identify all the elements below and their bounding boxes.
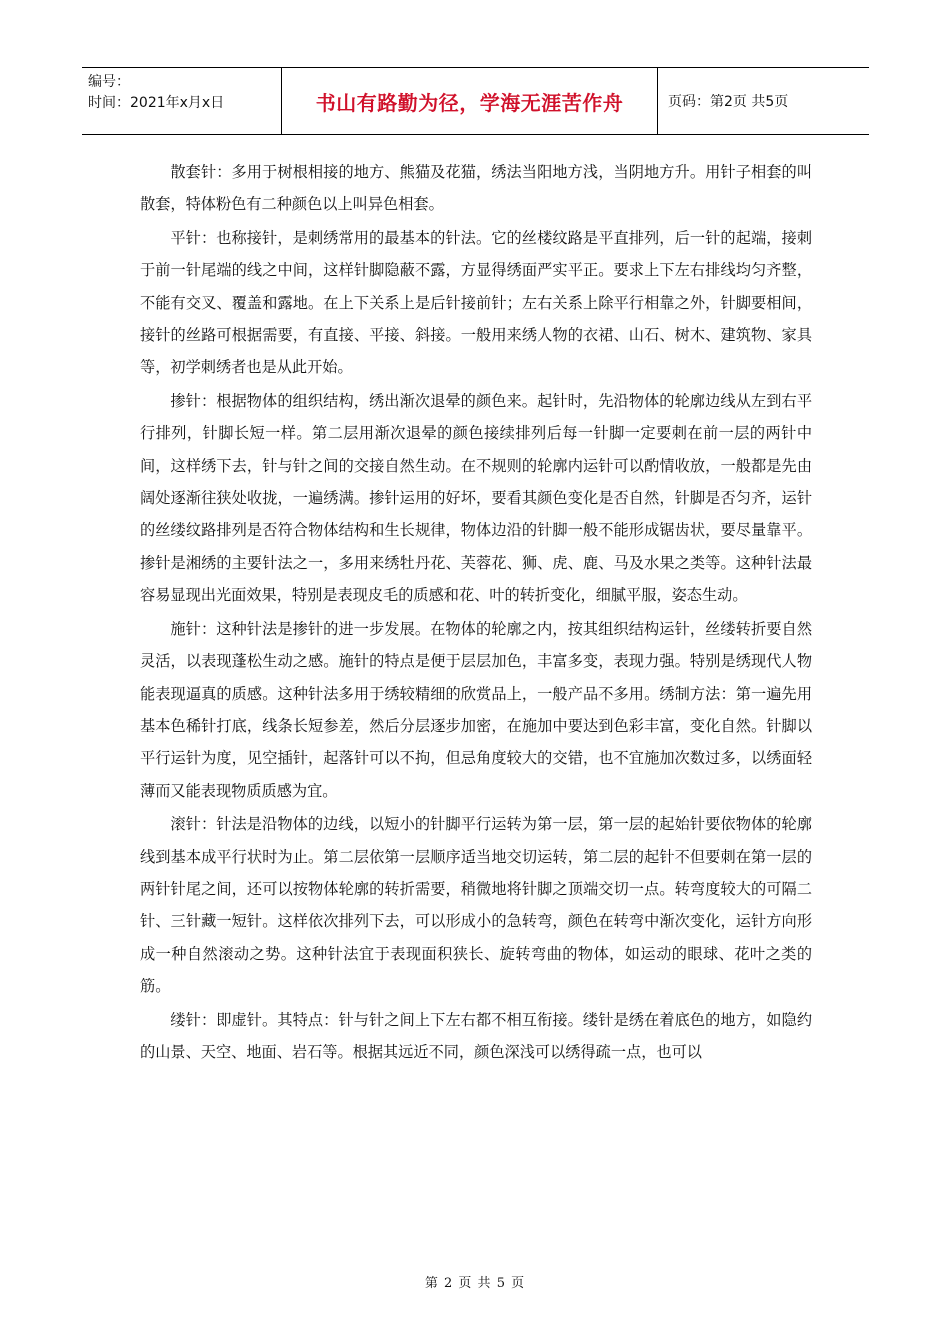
number-label: 编号： [88,74,130,90]
page-header [82,67,869,135]
document-body [140,156,812,1069]
paragraph-gunzhen: 滚针：针法是沿物体的边线，以短小的针脚平行运转为第一层，第一层的起始针要依物体的轮廓线到基本成平行状时为止。第二层依第一层顺序适当地交切运转，第二层的起针不但要刺在第一层的两针针尾之间，还可以按物体轮廓的转折需要，稍微地将针脚之顶端交切一点。转弯度较大的可隔二针、三针藏一短针。这样依次排列下去，可以形成小的急转弯，颜色在转弯中渐次变化，运针方向形成一种自然滚动之势。这种针法宜于表现面积狭长、旋转弯曲的物体，如运动的眼球、花叶之类的筋。 [140,815,812,996]
header-page-label: 页码：第2页 共5页 [668,94,789,110]
date-label: 时间：2021年x月x日 [88,95,225,111]
paragraph-chanzhen: 掺针：根据物体的组织结构，绣出渐次退晕的颜色来。起针时，先沿物体的轮廓边线从左到右平行排列，针脚长短一样。第二层用渐次退晕的颜色接续排列后每一针脚一定要刺在前一层的两针中间，这样绣下去，针与针之间的交接自然生动。在不规则的轮廓内运针可以酌情收放，一般都是先由阔处逐渐往狭处收拢，一遍绣满。掺针运用的好坏，要看其颜色变化是否自然，针脚是否匀齐，运针的丝缕纹路排列是否符合物体结构和生长规律，物体边沿的针脚一般不能形成锯齿状，要尽量靠平。掺针是湘绣的主要针法之一，多用来绣牡丹花、芙蓉花、狮、虎、鹿、马及水果之类等。这种针法最容易显现出光面效果，特别是表现皮毛的质感和花、叶的转折变化，细腻平服，姿态生动。 [140,391,812,605]
page-footer: 第 2 页 共 5 页 [424,1276,526,1291]
paragraph-shizhen: 施针：这种针法是掺针的进一步发展。在物体的轮廓之内，按其组织结构运针，丝缕转折要自然灵活，以表现蓬松生动之感。施针的特点是便于层层加色，丰富多变，表现力强。特别是绣现代人物能表现逼真的质感。这种针法多用于绣较精细的欣赏品上，一般产品不多用。绣制方法：第一遍先用基本色稀针打底，线条长短参差，然后分层逐步加密，在施加中要达到色彩丰富，变化自然。针脚以平行运针为度，见空插针，起落针可以不拘，但忌角度较大的交错，也不宜施加次数过多，以绣面轻薄而又能表现物质质感为宜。 [140,619,812,800]
paragraph-lvzhen: 缕针：即虚针。其特点：针与针之间上下左右都不相互衔接。缕针是绣在着底色的地方，如隐约的山景、天空、地面、岩石等。根据其远近不同，颜色深浅可以绣得疏一点，也可以 [140,1010,812,1061]
paragraph-pingzhen: 平针：也称接针，是刺绣常用的最基本的针法。它的丝楼纹路是平直排列，后一针的起端，接刺于前一针尾端的线之中间，这样针脚隐蔽不露，方显得绣面严实平正。要求上下左右排线均匀齐整，不能有交叉、覆盖和露地。在上下关系上是后针接前针；左右关系上除平行相靠之外，针脚要相间，接针的丝路可根据需要，有直接、平接、斜接。一般用来绣人物的衣裙、山石、树木、建筑物、家具等，初学刺绣者也是从此开始。 [140,228,812,377]
header-meta [82,68,282,134]
paragraph-santao: 散套针：多用于树根相接的地方、熊猫及花猫，绣法当阳地方浅，当阴地方升。用针子相套的叫散套，特体粉色有二种颜色以上叫异色相套。 [140,163,812,214]
header-motto: 书山有路勤为径，学海无涯苦作舟 [282,68,658,134]
